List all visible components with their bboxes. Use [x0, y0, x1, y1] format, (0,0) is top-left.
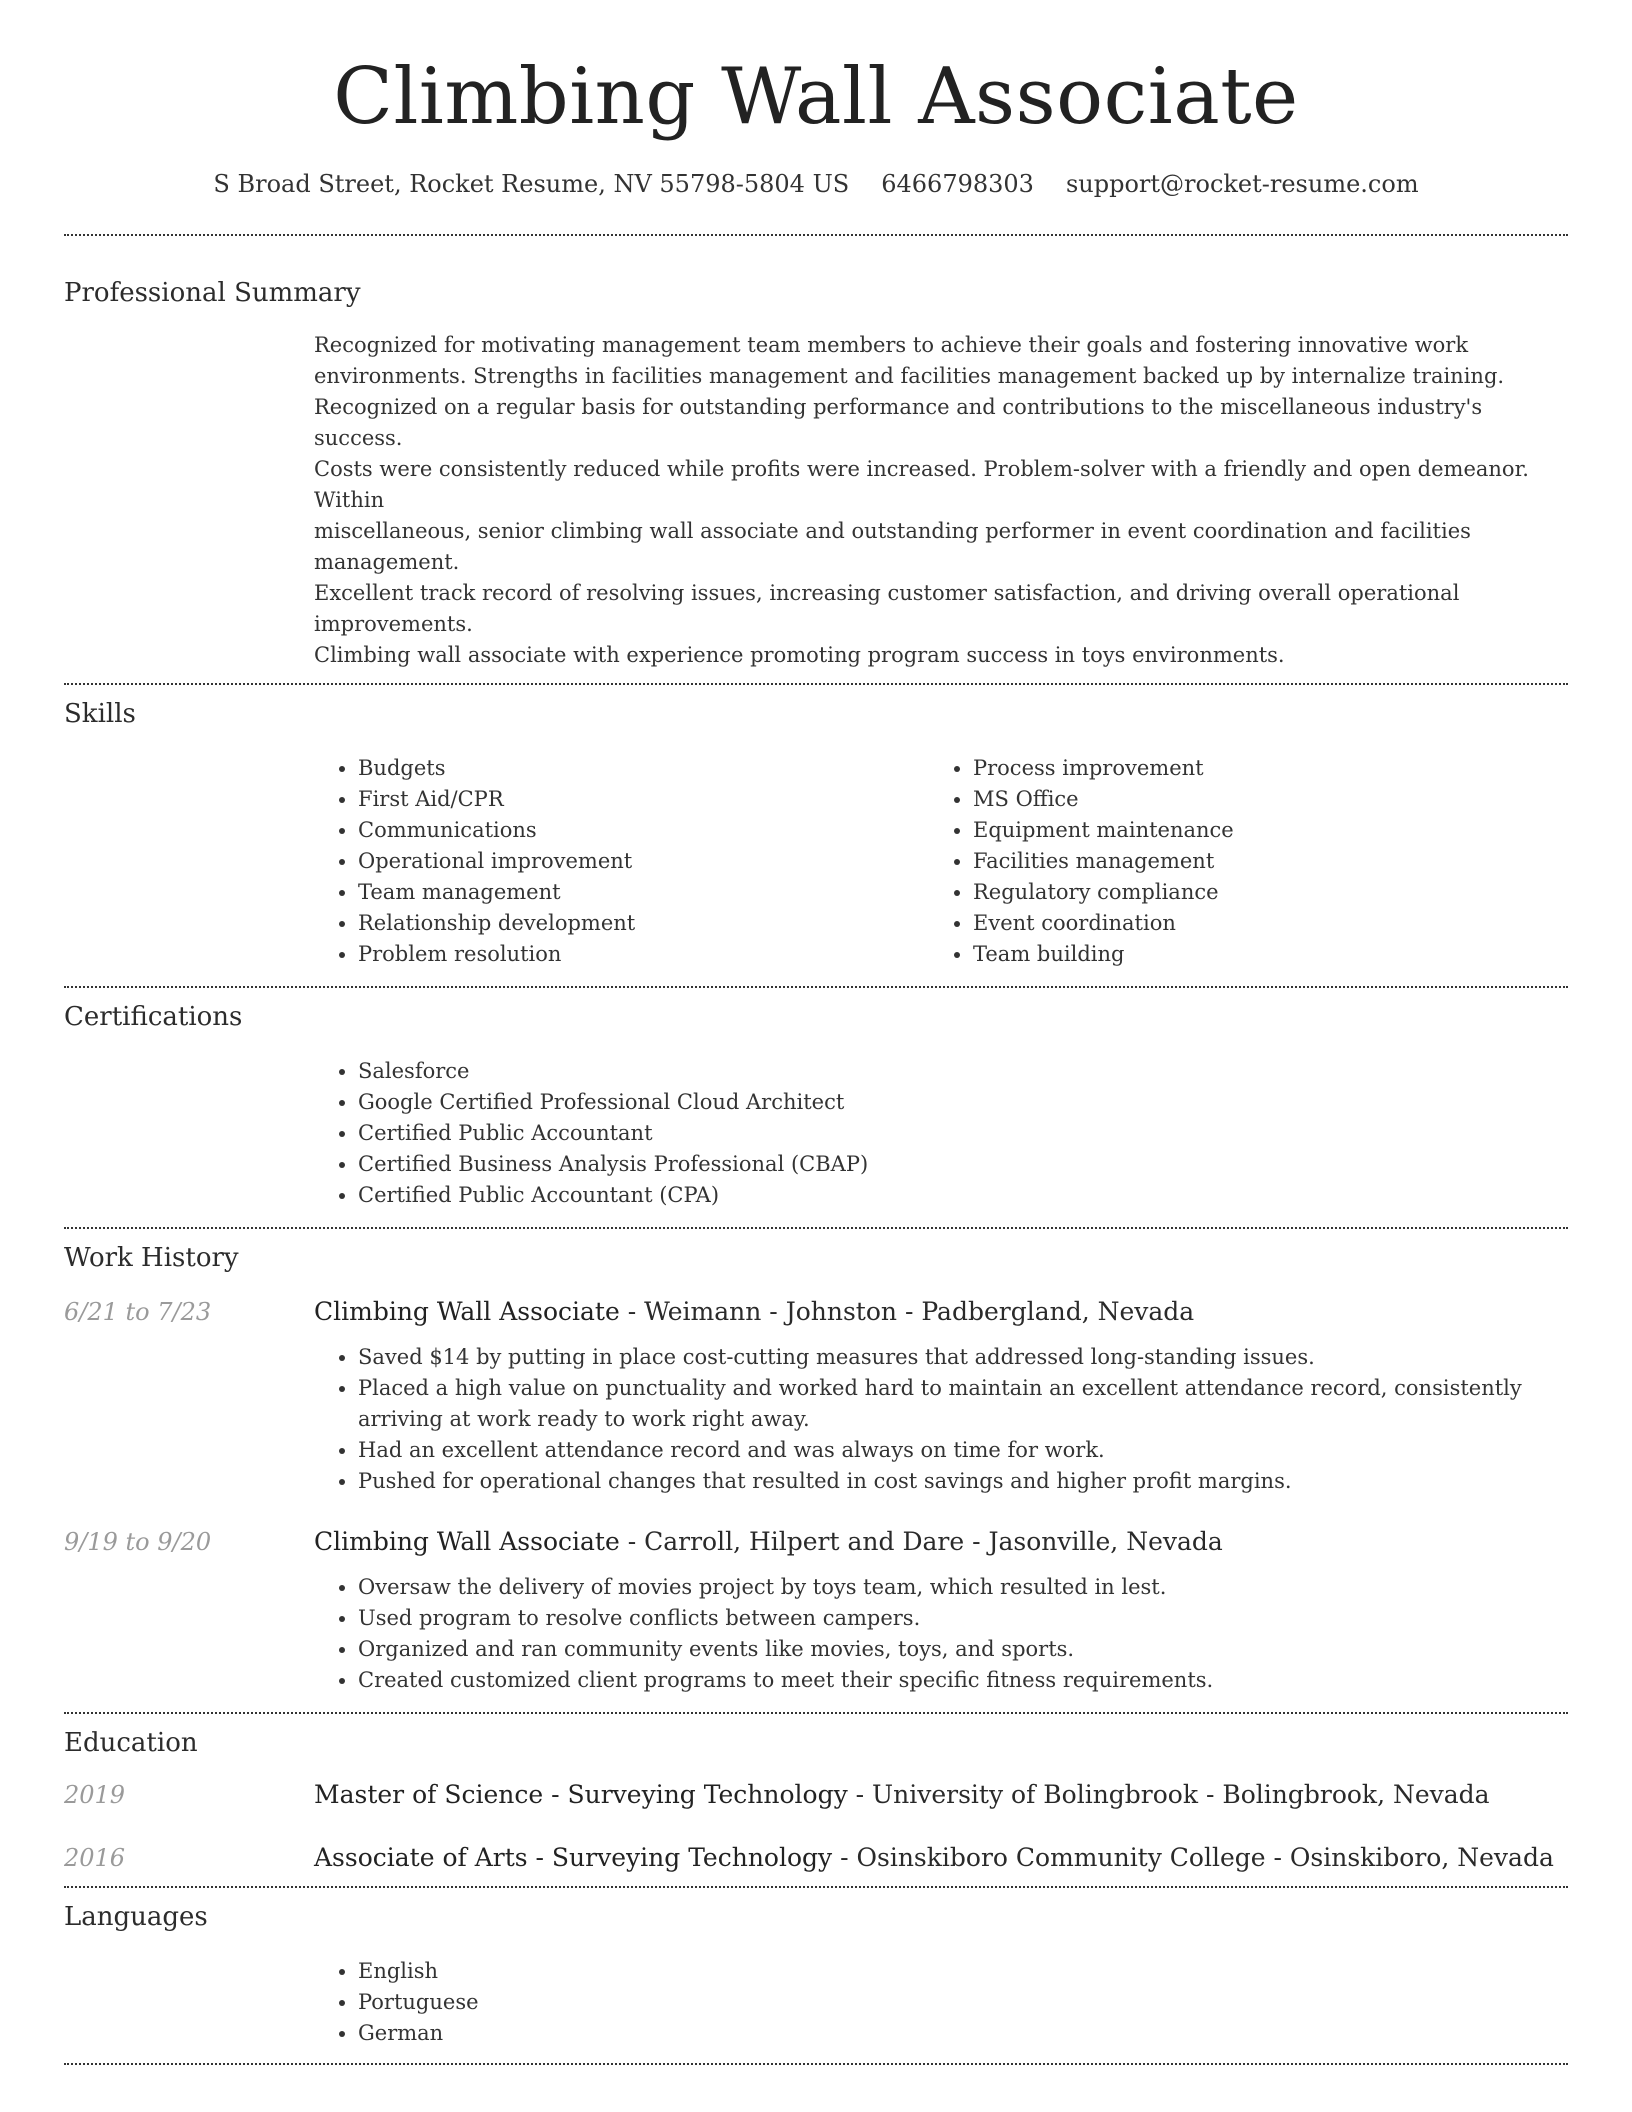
contact-phone: 6466798303 — [881, 170, 1034, 198]
job-role: Climbing Wall Associate — [314, 1527, 620, 1556]
education-entry — [64, 1780, 1568, 1809]
job-bullet: • Saved $14 by putting in place cost-cutting measures that addressed long-standing issues. — [358, 1342, 1568, 1373]
job-employer: - Weimann - Johnston - Padbergland, Nevada — [619, 1297, 1195, 1326]
contact-line — [64, 170, 1568, 198]
skill-item: • Equipment maintenance — [973, 815, 1544, 846]
summary-line: Recognized on a regular basis for outstanding performance and contributions to the miscellaneous industry's success. — [314, 395, 1483, 450]
summary-section — [64, 278, 1568, 671]
contact-email[interactable]: support@rocket-resume.com — [1065, 170, 1419, 198]
education-school: - Osinskiboro Community College - Osinskiboro, Nevada — [832, 1843, 1554, 1872]
summary-line: environments. Strengths in facilities management and facilities management backed up by internalize training. — [314, 364, 1505, 388]
job-bullets — [314, 1342, 1568, 1497]
section-title-work: Work History — [64, 1243, 239, 1273]
work-section — [64, 1243, 1568, 1696]
skill-item: • Budgets — [358, 753, 929, 784]
summary-line: Costs were consistently reduced while profits were increased. Problem-solver with a friendly and open demeanor. Within — [314, 457, 1529, 512]
skill-item: • Event coordination — [973, 908, 1544, 939]
skills-column-left — [314, 753, 929, 970]
skill-item: • Problem resolution — [358, 939, 929, 970]
education-degree: Master of Science - Surveying Technology — [314, 1780, 848, 1809]
section-title-skills: Skills — [64, 699, 136, 729]
education-section — [64, 1728, 1568, 1872]
skill-item: • Team management — [358, 877, 929, 908]
skill-item: • Regulatory compliance — [973, 877, 1544, 908]
job-dates: 9/19 to 9/20 — [64, 1528, 212, 1556]
divider — [64, 1886, 1568, 1888]
job-bullet: • Placed a high value on punctuality and worked hard to maintain an excellent attendance record, consistently arriving at work ready to work right away. — [358, 1373, 1568, 1435]
section-title-languages: Languages — [64, 1902, 208, 1932]
skill-item: • First Aid/CPR — [358, 784, 929, 815]
language-item: • English — [358, 1956, 1568, 1987]
resume-name: Climbing Wall Associate — [333, 52, 1299, 142]
languages-list — [314, 1956, 1568, 2049]
education-title — [314, 1843, 1554, 1872]
skill-item: • Facilities management — [973, 846, 1544, 877]
job-employer: - Carroll, Hilpert and Dare - Jasonville, Nevada — [619, 1527, 1223, 1556]
skills-section — [64, 699, 1568, 970]
job-bullet: • Pushed for operational changes that resulted in cost savings and higher profit margins. — [358, 1466, 1568, 1497]
divider — [64, 1227, 1568, 1229]
summary-line: Climbing wall associate with experience promoting program success in toys environments. — [314, 643, 1285, 667]
section-title-education: Education — [64, 1728, 198, 1758]
languages-section — [64, 1902, 1568, 2049]
education-year: 2019 — [64, 1781, 126, 1809]
certification-item: • Google Certified Professional Cloud Architect — [358, 1087, 1568, 1118]
section-title-summary: Professional Summary — [64, 278, 361, 308]
divider — [64, 683, 1568, 685]
job-entry — [64, 1297, 1568, 1326]
job-entry — [64, 1527, 1568, 1556]
skills-column-right — [929, 753, 1544, 970]
skill-item: • Team building — [973, 939, 1544, 970]
education-year: 2016 — [64, 1844, 126, 1872]
job-bullet: • Created customized client programs to meet their specific fitness requirements. — [358, 1665, 1568, 1696]
education-title — [314, 1780, 1490, 1809]
skill-item: • Operational improvement — [358, 846, 929, 877]
summary-line: Recognized for motivating management team members to achieve their goals and fostering innovative work — [314, 333, 1469, 357]
certification-item: • Certified Public Accountant — [358, 1118, 1568, 1149]
certifications-section — [64, 1002, 1568, 1211]
skills-columns — [314, 753, 1568, 970]
job-bullet: • Used program to resolve conflicts between campers. — [358, 1603, 1568, 1634]
job-bullets — [314, 1572, 1568, 1696]
education-entry — [64, 1843, 1568, 1872]
job-bullet: • Had an excellent attendance record and was always on time for work. — [358, 1435, 1568, 1466]
language-item: • Portuguese — [358, 1987, 1568, 2018]
certification-item: • Salesforce — [358, 1056, 1568, 1087]
language-item: • German — [358, 2018, 1568, 2049]
job-title — [314, 1527, 1223, 1556]
summary-text — [314, 330, 1568, 671]
skill-item: • Process improvement — [973, 753, 1544, 784]
job-role: Climbing Wall Associate — [314, 1297, 620, 1326]
certification-item: • Certified Business Analysis Professional (CBAP) — [358, 1149, 1568, 1180]
summary-line: miscellaneous, senior climbing wall associate and outstanding performer in event coordination and facilities management. — [314, 519, 1471, 574]
skill-item: • Relationship development — [358, 908, 929, 939]
education-degree: Associate of Arts - Surveying Technology — [314, 1843, 833, 1872]
job-title — [314, 1297, 1194, 1326]
summary-line: Excellent track record of resolving issues, increasing customer satisfaction, and driving overall operational improvements. — [314, 581, 1460, 636]
job-dates: 6/21 to 7/23 — [64, 1298, 212, 1326]
job-bullet: • Organized and ran community events like movies, toys, and sports. — [358, 1634, 1568, 1665]
skill-item: • MS Office — [973, 784, 1544, 815]
certification-item: • Certified Public Accountant (CPA) — [358, 1180, 1568, 1211]
divider — [64, 234, 1568, 236]
contact-address: S Broad Street, Rocket Resume, NV 55798-5804 US — [213, 170, 850, 198]
certifications-list — [314, 1056, 1568, 1211]
education-school: - University of Bolingbrook - Bolingbrook, Nevada — [847, 1780, 1490, 1809]
section-title-certifications: Certifications — [64, 1002, 243, 1032]
divider — [64, 1712, 1568, 1714]
job-bullet: • Oversaw the delivery of movies project by toys team, which resulted in lest. — [358, 1572, 1568, 1603]
divider — [64, 2063, 1568, 2065]
skill-item: • Communications — [358, 815, 929, 846]
divider — [64, 986, 1568, 988]
